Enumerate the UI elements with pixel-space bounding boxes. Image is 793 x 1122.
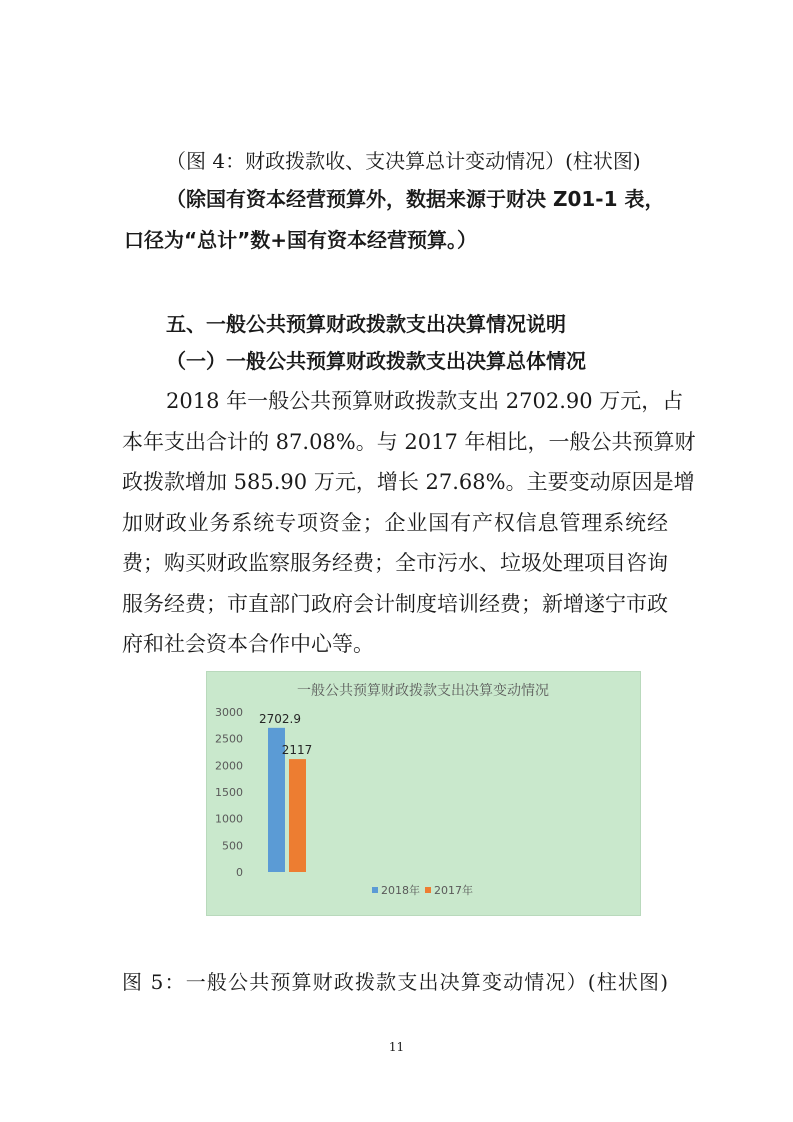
section-heading: 五、一般公共预算财政拨款支出决算情况说明 bbox=[166, 312, 566, 336]
page-number: 11 bbox=[388, 1040, 405, 1054]
y-tick-label: 0 bbox=[236, 866, 243, 879]
y-tick-label: 500 bbox=[222, 839, 243, 853]
paragraph-line-2: 本年支出合计的 87.08%。与 2017 年相比，一般公共预算财 bbox=[122, 430, 696, 454]
data-label-2018年: 2702.9 bbox=[259, 711, 301, 726]
legend-swatch-2018年 bbox=[372, 887, 378, 893]
chart-canvas bbox=[207, 672, 640, 915]
data-source-note-line1: （除国有资本经营预算外，数据来源于财决 Z01-1 表， bbox=[166, 187, 665, 211]
paragraph-line-4: 加财政业务系统专项资金；企业国有产权信息管理系统经 bbox=[122, 511, 668, 535]
y-tick-label: 2500 bbox=[215, 732, 243, 746]
legend-swatch-2017年 bbox=[425, 887, 431, 893]
paragraph-line-6: 服务经费；市直部门政府会计制度培训经费；新增遂宁市政 bbox=[122, 592, 668, 616]
data-label-2017年: 2117 bbox=[281, 743, 313, 758]
paragraph-line-7: 府和社会资本合作中心等。 bbox=[122, 632, 374, 656]
y-tick-label: 2000 bbox=[215, 759, 243, 773]
figure4-caption: （图 4：财政拨款收、支决算总计变动情况）(柱状图) bbox=[166, 149, 641, 173]
y-tick-label: 1000 bbox=[215, 812, 243, 826]
paragraph-line-3: 政拨款增加 585.90 万元，增长 27.68%。主要变动原因是增 bbox=[122, 470, 695, 494]
legend-label-2018年: 2018年 bbox=[381, 884, 420, 897]
legend-label-2017年: 2017年 bbox=[434, 884, 473, 897]
paragraph-line-5: 费；购买财政监察服务经费；全市污水、垃圾处理项目咨询 bbox=[122, 551, 668, 575]
bar-2017年 bbox=[289, 759, 306, 872]
figure5-caption: 图 5：一般公共预算财政拨款支出决算变动情况）(柱状图) bbox=[122, 970, 668, 994]
data-source-note-line2: 口径为“总计”数+国有资本经营预算。） bbox=[124, 228, 478, 252]
y-tick-label: 3000 bbox=[215, 706, 243, 719]
subsection-heading: （一）一般公共预算财政拨款支出决算总体情况 bbox=[166, 349, 586, 373]
chart-title: 一般公共预算财政拨款支出决算变动情况 bbox=[297, 683, 549, 699]
paragraph-line-1: 2018 年一般公共预算财政拨款支出 2702.90 万元，占 bbox=[166, 389, 684, 413]
expenditure-bar-chart bbox=[206, 671, 641, 916]
y-tick-label: 1500 bbox=[215, 786, 243, 799]
